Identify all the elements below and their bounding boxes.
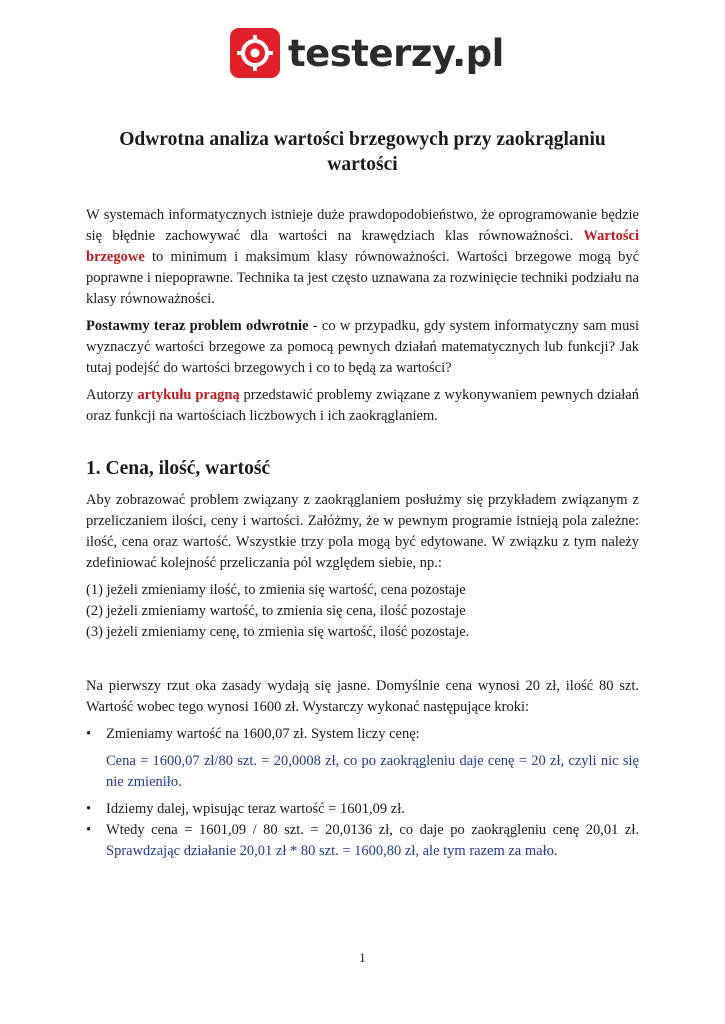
bullet-icon: • — [86, 726, 92, 742]
rules-list — [86, 580, 639, 643]
document-title: Odwrotna analiza wartości brzegowych przy zaokrąglaniu wartości — [119, 129, 606, 175]
list-item-text: Zmieniamy wartość na 1600,07 zł. System liczy cenę: — [106, 726, 420, 742]
intro-paragraph-1 — [86, 205, 639, 310]
section-heading: 1. Cena, ilość, wartość — [86, 458, 271, 479]
page-number: 1 — [359, 950, 366, 965]
rule-item: (2) jeżeli zmieniamy wartość, to zmienia się cena, ilość pozostaje — [86, 603, 466, 619]
steps-list — [86, 724, 639, 745]
logo-text: testerzy.pl — [288, 31, 504, 75]
article-link[interactable]: artykułu pragną — [137, 387, 240, 403]
target-logo-icon — [230, 28, 280, 78]
list-item-text: Wtedy cena = 1601,09 / 80 szt. = 20,0136 zł, co daje po zaokrągleniu cenę 20,01 zł. — [106, 822, 639, 838]
bullet-icon: • — [86, 822, 92, 838]
intro-p2-bold: Postawmy teraz problem odwrotnie — [86, 318, 309, 334]
intro-p3-text-a: Autorzy — [86, 387, 138, 403]
steps-list-2 — [86, 799, 639, 862]
wartosci-brzegowe-link[interactable]: Wartości brzegowe — [86, 228, 639, 265]
list-item — [86, 724, 639, 745]
intro-p1-text-a: W systemach informatycznych istnieje duże prawdopodobieństwo, że oprogramowanie będzie się błędnie zachowywać dla wartości na krawędziach klas równoważności. — [86, 207, 639, 244]
section-paragraph-2: Na pierwszy rzut oka zasady wydają się jasne. Domyślnie cena wynosi 20 zł, ilość 80 szt. Wartość wobec tego wynosi 1600 zł. Wystarczy wykonać następujące kroki: — [86, 678, 639, 715]
rule-item: (1) jeżeli zmieniamy ilość, to zmienia się wartość, cena pozostaje — [86, 582, 466, 598]
calculation-note: Cena = 1600,07 zł/80 szt. = 20,0008 zł, co po zaokrągleniu daje cenę = 20 zł, czyli nic się nie zmieniło. — [106, 753, 639, 790]
calculation-check-text: Sprawdzając działanie 20,01 zł * 80 szt. = 1600,80 zł, ale tym razem za mało. — [106, 843, 558, 859]
rule-item: (3) jeżeli zmieniamy cenę, to zmienia się wartość, ilość pozostaje. — [86, 624, 470, 640]
list-item-text: Idziemy dalej, wpisując teraz wartość = 1601,09 zł. — [106, 801, 405, 817]
bullet-icon: • — [86, 801, 92, 817]
intro-p3-text-b: przedstawić problemy związane z wykonywaniem pewnych działań oraz funkcji na wartościach liczbowych i ich zaokrąglaniem. — [86, 387, 639, 424]
intro-p1-text-b: to minimum i maksimum klasy równoważności. Wartości brzegowe mogą być poprawne i niepoprawne. Technika ta jest często uznawana za rozwinięcie techniki podziału na klasy równoważności. — [86, 249, 639, 307]
document-body — [86, 127, 639, 862]
intro-paragraph-3 — [86, 385, 639, 427]
logo — [230, 27, 504, 79]
intro-p2-text: - co w przypadku, gdy system informatyczny sam musi wyznaczyć wartości brzegowe za pomocą pewnych działań matematycznych lub funkcji? Jak tutaj podejść do wartości brzegowych i co to będą za wartości? — [86, 318, 639, 376]
section-paragraph-1: Aby zobrazować problem związany z zaokrąglaniem posłużmy się przykładem związanym z przeliczaniem ilości, ceny i wartości. Załóżmy, że w pewnym programie istnieją pola zależne: ilość, cena oraz wartość. Wszystkie trzy pola mogą być edytowane. W związku z tym należy zdefiniować kolejność przeliczania pól względem siebie, np.: — [86, 492, 639, 571]
list-item — [86, 799, 639, 820]
list-item — [86, 820, 639, 862]
intro-paragraph-2 — [86, 316, 639, 379]
